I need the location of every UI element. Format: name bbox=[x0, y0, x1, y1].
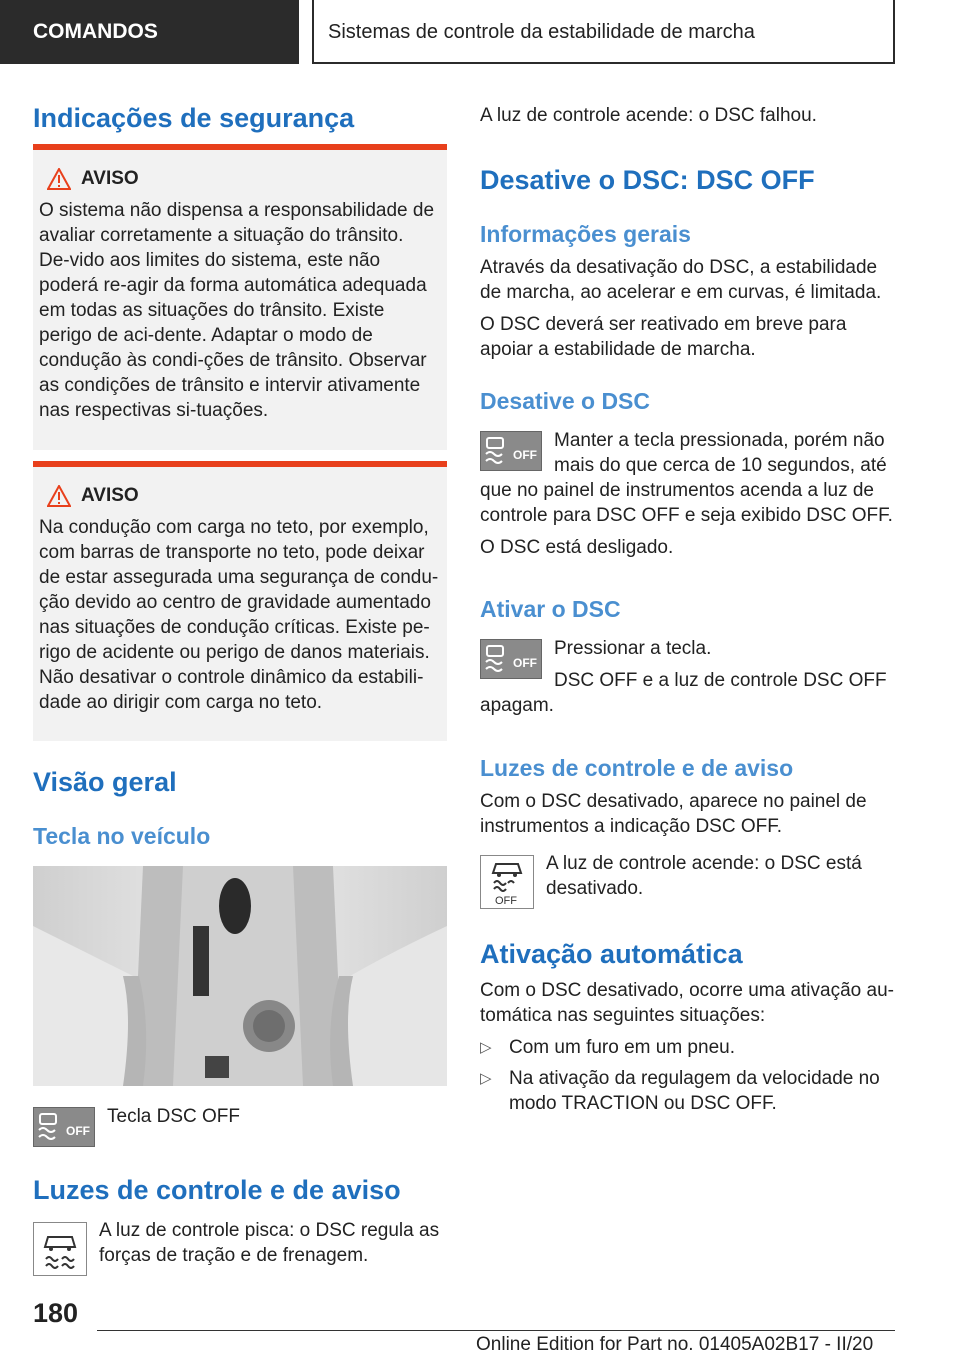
off-label: OFF bbox=[495, 895, 517, 907]
dsc-off-button-icon bbox=[480, 639, 542, 679]
general-paragraph-2: O DSC deverá ser reativado em breve para apoiar a estabilidade de marcha. bbox=[480, 314, 847, 360]
subheading-activate: Ativar o DSC bbox=[480, 596, 621, 622]
chapter-title: Sistemas de controle da estabilidade de marcha bbox=[312, 0, 895, 64]
bullet-triangle-icon: ▷ bbox=[480, 1070, 492, 1087]
key-caption: Tecla DSC OFF bbox=[107, 1106, 241, 1127]
dsc-off-button-icon bbox=[480, 431, 542, 471]
heading-lights-left: Luzes de controle e de aviso bbox=[33, 1175, 401, 1205]
section-tab: COMANDOS bbox=[0, 0, 299, 64]
page-number: 180 bbox=[33, 1298, 79, 1328]
deactivate-result: O DSC está desligado. bbox=[480, 537, 674, 558]
subheading-lights-right: Luzes de controle e de aviso bbox=[480, 755, 794, 781]
dsc-off-button-icon bbox=[33, 1107, 95, 1147]
deactivate-text-a: Manter a tecla pressionada, porém não mais do que cerca de 10 segundos, até bbox=[554, 430, 887, 476]
list-item: ▷ Com um furo em um pneu. bbox=[480, 1037, 735, 1058]
list-item: ▷ Na ativação da regulagem da velocidade no modo TRACTION ou DSC OFF. bbox=[480, 1068, 880, 1114]
bullet-triangle-icon: ▷ bbox=[480, 1039, 492, 1056]
footer-divider bbox=[97, 1330, 895, 1331]
warning-title-1 bbox=[39, 166, 439, 192]
warning-box-2 bbox=[33, 461, 447, 741]
activate-text-2a: DSC OFF e a luz de controle DSC OFF bbox=[554, 670, 887, 691]
heading-overview: Visão geral bbox=[33, 767, 177, 797]
activate-text: Pressionar a tecla. bbox=[554, 638, 712, 659]
heading-safety: Indicações de segurança bbox=[33, 103, 355, 133]
off-label: OFF bbox=[513, 448, 537, 462]
footer-edition: Online Edition for Part no. 01405A02B17 - II/20 bbox=[476, 1334, 874, 1355]
subheading-general: Informações gerais bbox=[480, 221, 691, 247]
deactivate-text-b: que no painel de instrumentos acenda a luz de controle para DSC OFF e seja exibido DSC OFF. bbox=[480, 480, 893, 526]
auto-paragraph: Com o DSC desativado, ocorre uma ativação au-tomática nas seguintes situações: bbox=[480, 980, 894, 1026]
off-label: OFF bbox=[513, 656, 537, 670]
warning-triangle-icon bbox=[47, 485, 71, 507]
activate-text-2b: apagam. bbox=[480, 695, 554, 716]
console-illustration bbox=[33, 866, 447, 1086]
subheading-key: Tecla no veículo bbox=[33, 823, 211, 849]
dsc-fail-text: A luz de controle acende: o DSC falhou. bbox=[480, 105, 817, 126]
warning-triangle-icon bbox=[47, 168, 71, 190]
warning-box-1 bbox=[33, 144, 447, 450]
general-paragraph-1: Através da desativação do DSC, a estabilidade de marcha, ao acelerar e em curvas, é limitada. bbox=[480, 257, 882, 303]
warning-text-1: O sistema não dispensa a responsabilidade de avaliar corretamente a situação do trânsito. De-vido aos limites do sistema, este não poderá re-agir da forma automática adequada em todas as situações do trânsito. Existe perigo de aci-dente. Adaptar o modo de condução às condi-ções de trânsito. Observar as condições de trânsito e intervir ativamente nas respectivas si-tuações. bbox=[39, 200, 435, 421]
dsc-off-indicator-icon bbox=[480, 855, 534, 909]
lights-paragraph-2: A luz de controle acende: o DSC está desativado. bbox=[546, 853, 862, 899]
heading-deactivate: Desative o DSC: DSC OFF bbox=[480, 165, 815, 195]
heading-auto-activation: Ativação automática bbox=[480, 939, 743, 969]
warning-text-2: Na condução com carga no teto, por exemplo, com barras de transporte no teto, pode deixar de estar assegurada uma segurança de condu-ção devido ao centro de gravidade aumentado nas situações de condução críticas. Existe pe-rigo de acidente ou perigo de danos materiais. Não desativar o controle dinâmico da estabili-dade ao dirigir com carga no teto. bbox=[39, 517, 439, 713]
warning-label-2: AVISO bbox=[81, 485, 139, 506]
lights-paragraph-1: Com o DSC desativado, aparece no painel de instrumentos a indicação DSC OFF. bbox=[480, 791, 867, 837]
subheading-deactivate: Desative o DSC bbox=[480, 388, 651, 414]
off-label: OFF bbox=[66, 1124, 90, 1138]
dsc-indicator-icon bbox=[33, 1222, 87, 1276]
warning-label-1: AVISO bbox=[81, 168, 139, 189]
warning-title-2 bbox=[39, 483, 439, 509]
lights-text-left: A luz de controle pisca: o DSC regula as forças de tração e de frenagem. bbox=[99, 1220, 440, 1266]
vehicle-console-photo bbox=[33, 866, 447, 1086]
